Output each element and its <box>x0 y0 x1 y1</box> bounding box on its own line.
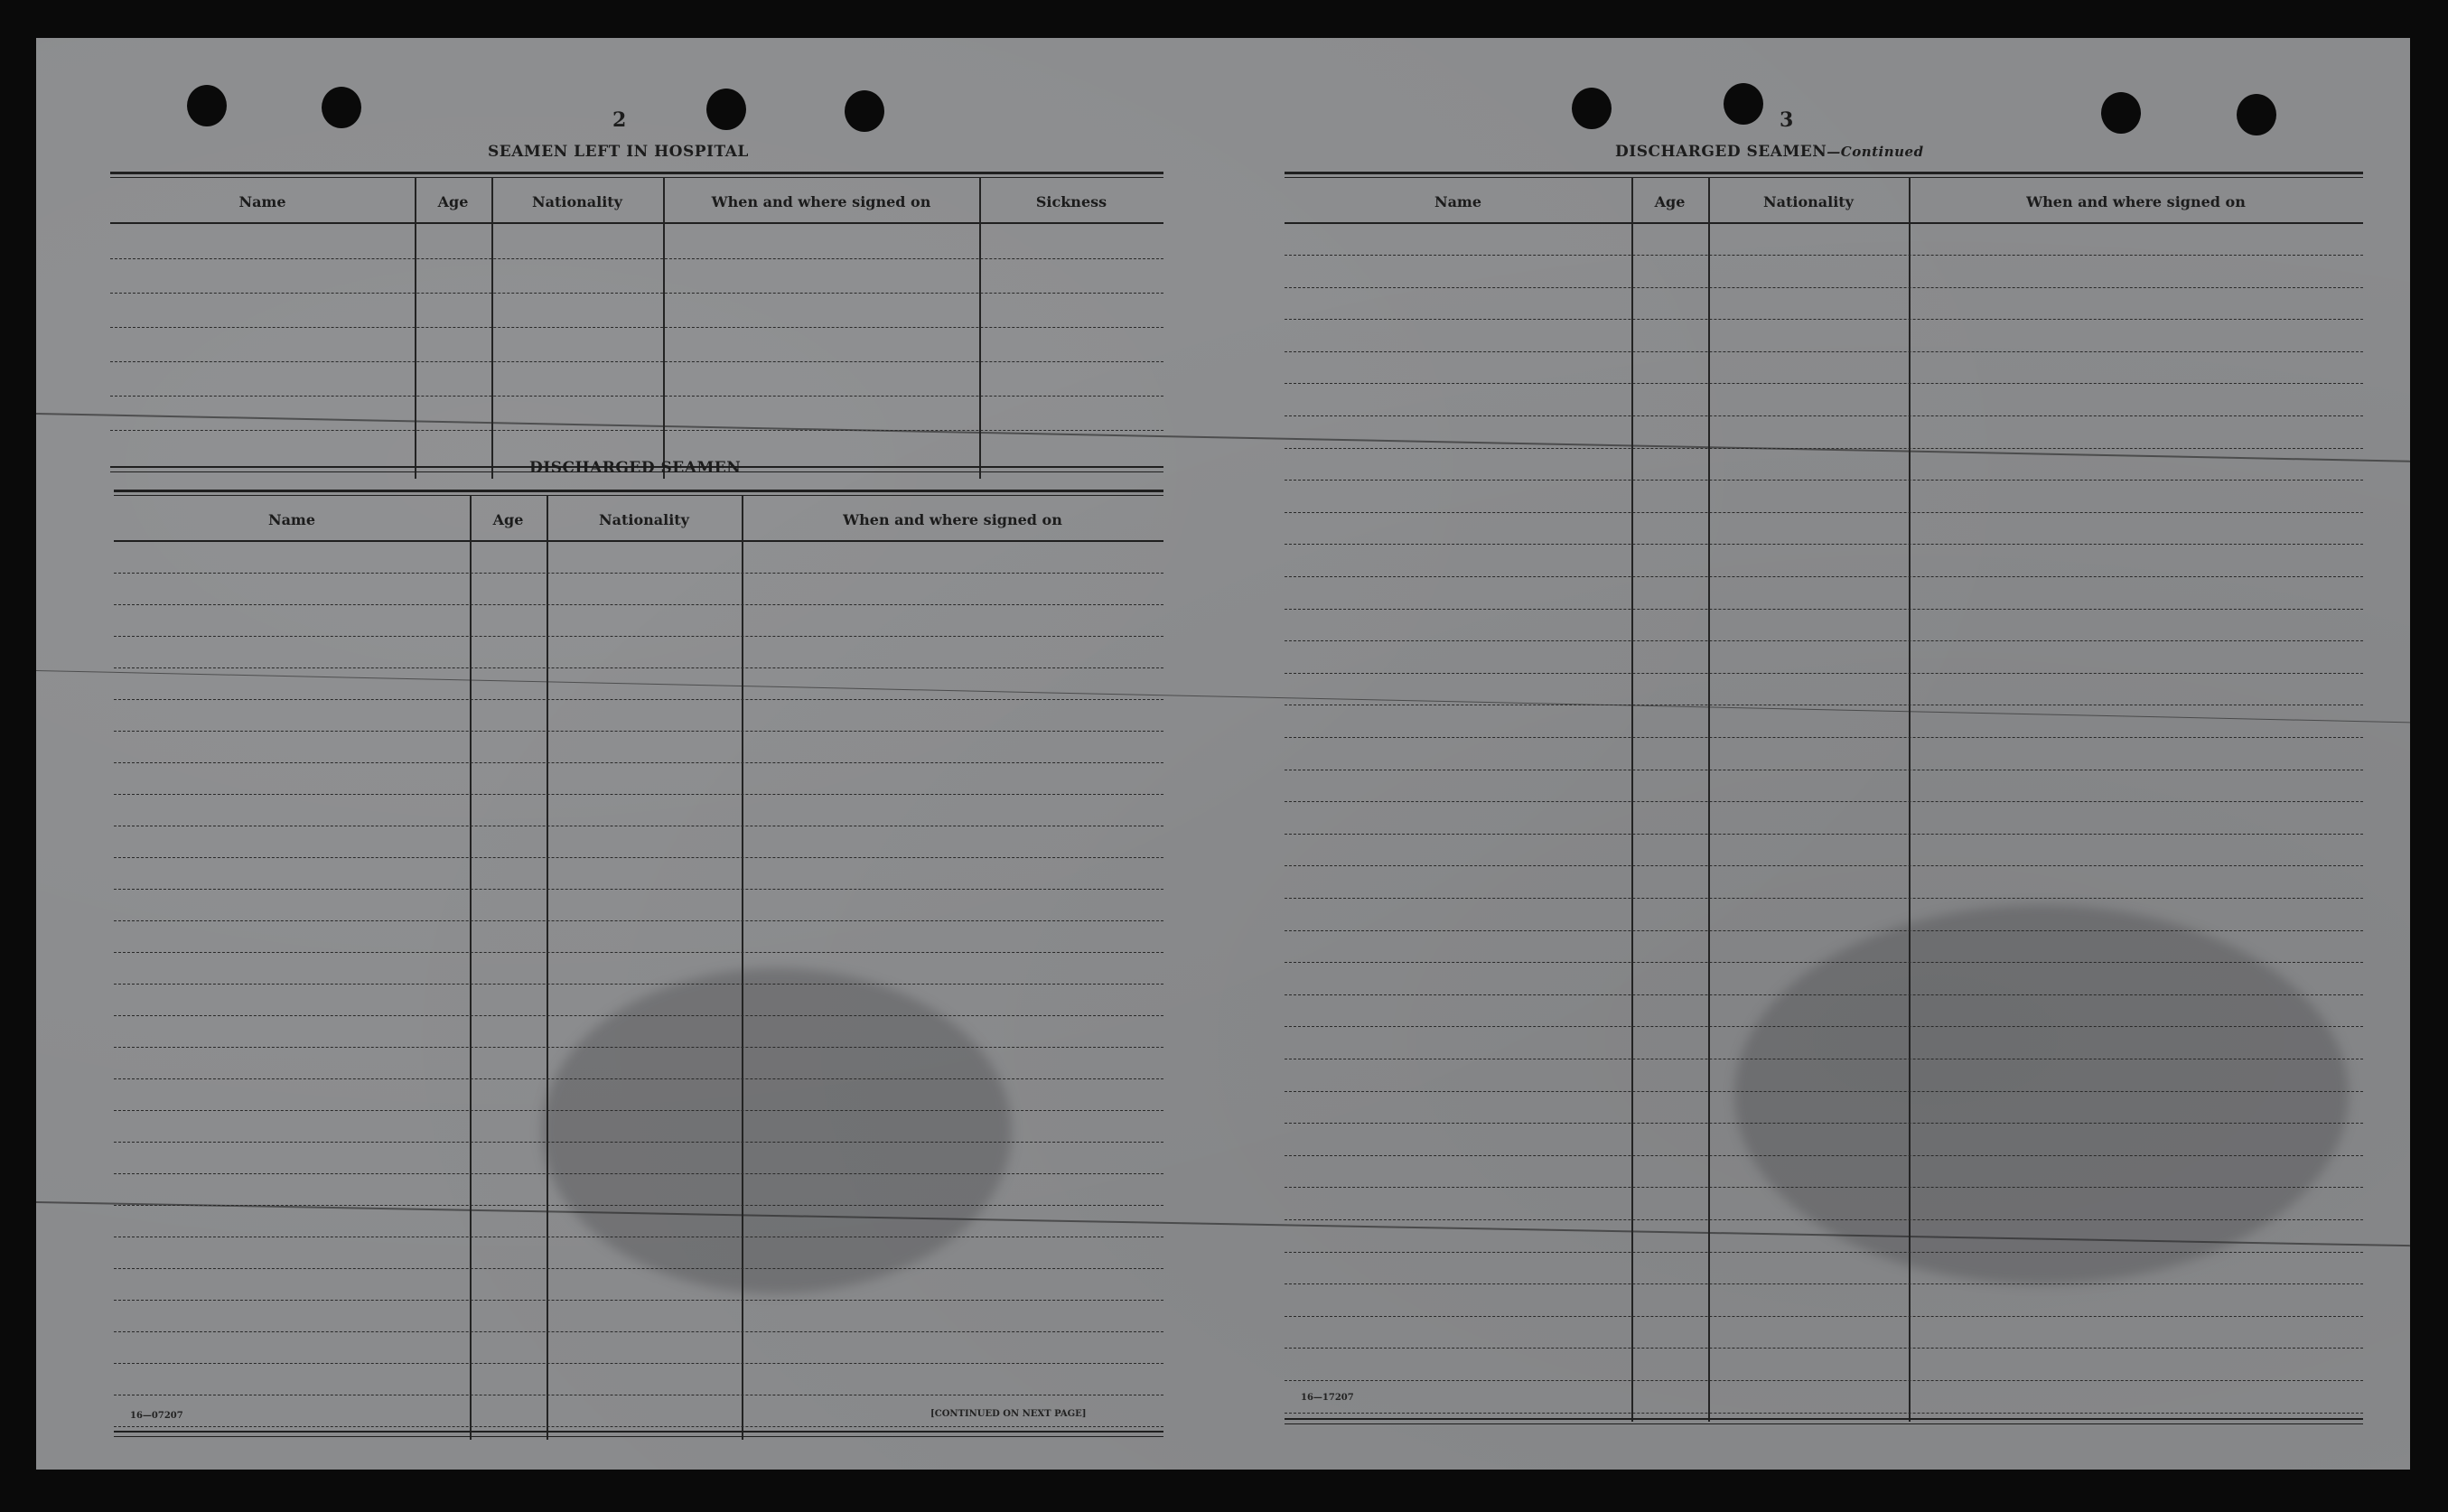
table-row <box>110 293 1163 294</box>
table-row <box>1285 1187 2363 1188</box>
table-row <box>1285 930 2363 931</box>
table-row <box>114 731 1163 732</box>
header-rule-top-thin <box>114 495 1163 496</box>
table-row <box>114 1110 1163 1111</box>
punch-hole <box>322 87 361 128</box>
scanned-sheet <box>36 38 2410 1470</box>
continued-note: [CONTINUED ON NEXT PAGE] <box>930 1409 1087 1419</box>
discharged-continued-table <box>1285 172 2363 1425</box>
hospital-table <box>110 172 1163 479</box>
punch-hole <box>706 89 746 130</box>
table-row <box>110 258 1163 259</box>
header-rule-top-thin <box>1285 177 2363 178</box>
discharged-continued-title <box>1615 143 1924 161</box>
table-row <box>114 857 1163 858</box>
table-row <box>1285 512 2363 513</box>
table-row <box>114 667 1163 668</box>
discharged-table-title: DISCHARGED SEAMEN <box>529 459 742 477</box>
table-bottom-rule-thin <box>1285 1423 2363 1424</box>
table-row <box>114 920 1163 921</box>
table-row <box>114 1205 1163 1206</box>
page-number-left: 2 <box>612 108 627 132</box>
form-number-left: 16—07207 <box>130 1411 183 1421</box>
hospital-table-title: SEAMEN LEFT IN HOSPITAL <box>488 143 749 161</box>
col-header-name: Name <box>1434 193 1482 210</box>
table-row <box>114 604 1163 605</box>
table-row <box>1285 383 2363 384</box>
table-row <box>114 1142 1163 1143</box>
punch-hole <box>2237 94 2276 135</box>
table-row <box>1285 255 2363 256</box>
col-divider <box>415 177 416 479</box>
table-row <box>1285 480 2363 481</box>
col-header-when-where: When and where signed on <box>711 193 931 210</box>
col-header-nationality: Nationality <box>599 511 689 528</box>
table-row <box>1285 1155 2363 1156</box>
table-row <box>1285 737 2363 738</box>
discharged-continued-title-suffix: —Continued <box>1827 144 1924 160</box>
table-row <box>1285 415 2363 416</box>
table-row <box>1285 287 2363 288</box>
header-rule-top-thin <box>110 177 1163 178</box>
header-rule-top <box>110 172 1163 174</box>
punch-hole <box>1572 88 1612 129</box>
table-row <box>1285 1283 2363 1284</box>
table-bottom-rule <box>1285 1418 2363 1420</box>
col-header-age: Age <box>437 193 469 210</box>
table-row <box>1285 898 2363 899</box>
col-header-nationality: Nationality <box>1763 193 1854 210</box>
table-row <box>1285 1026 2363 1027</box>
col-header-age: Age <box>1654 193 1686 210</box>
table-row <box>114 573 1163 574</box>
table-row <box>114 952 1163 953</box>
table-row <box>1285 1219 2363 1220</box>
table-row <box>114 762 1163 763</box>
table-row <box>114 1268 1163 1269</box>
header-rule-bottom <box>110 222 1163 224</box>
punch-hole <box>1724 83 1763 125</box>
col-header-sickness: Sickness <box>1035 193 1107 210</box>
table-row <box>1285 1316 2363 1317</box>
table-row <box>110 327 1163 328</box>
header-rule-bottom <box>1285 222 2363 224</box>
punch-hole <box>2101 92 2141 134</box>
col-header-age: Age <box>492 511 524 528</box>
table-row <box>1285 801 2363 802</box>
col-divider <box>663 177 665 479</box>
table-row <box>1285 962 2363 963</box>
header-rule-bottom <box>114 540 1163 542</box>
col-divider <box>1708 177 1710 1422</box>
col-header-when-where: When and where signed on <box>843 511 1062 528</box>
table-row <box>1285 640 2363 641</box>
table-row <box>1285 994 2363 995</box>
table-row <box>114 1078 1163 1079</box>
table-row <box>1285 576 2363 577</box>
table-row <box>114 1363 1163 1364</box>
table-row <box>1285 834 2363 835</box>
discharged-table <box>114 490 1163 1436</box>
table-row <box>114 984 1163 985</box>
table-row <box>114 1331 1163 1332</box>
table-row <box>1285 865 2363 866</box>
table-row <box>1285 351 2363 352</box>
table-row <box>1285 1123 2363 1124</box>
table-row <box>114 1173 1163 1174</box>
table-row <box>1285 1348 2363 1349</box>
table-row <box>1285 609 2363 610</box>
col-header-when-where: When and where signed on <box>2026 193 2246 210</box>
table-row <box>114 699 1163 700</box>
table-row <box>114 889 1163 890</box>
table-row <box>1285 1380 2363 1381</box>
table-row <box>114 1015 1163 1016</box>
table-row <box>110 430 1163 431</box>
form-number-right: 16—17207 <box>1301 1393 1354 1403</box>
table-row <box>1285 1091 2363 1092</box>
punch-hole <box>187 85 227 126</box>
punch-hole <box>845 90 884 132</box>
table-row <box>1285 319 2363 320</box>
col-header-name: Name <box>238 193 286 210</box>
col-divider <box>1909 177 1911 1422</box>
table-row <box>114 636 1163 637</box>
col-divider <box>979 177 981 479</box>
table-row <box>114 1426 1163 1427</box>
table-row <box>1285 1413 2363 1414</box>
col-divider <box>1631 177 1633 1422</box>
col-divider <box>491 177 493 479</box>
page-number-right: 3 <box>1780 108 1794 132</box>
discharged-continued-title-main: DISCHARGED SEAMEN <box>1615 143 1827 161</box>
table-bottom-rule-thin <box>114 1436 1163 1437</box>
table-row <box>1285 673 2363 674</box>
table-row <box>1285 544 2363 545</box>
table-row <box>1285 1252 2363 1253</box>
table-bottom-rule <box>114 1431 1163 1433</box>
table-row <box>110 396 1163 397</box>
header-rule-top <box>114 490 1163 492</box>
table-row <box>114 1300 1163 1301</box>
table-row <box>1285 448 2363 449</box>
col-header-nationality: Nationality <box>532 193 622 210</box>
table-row <box>114 1047 1163 1048</box>
header-rule-top <box>1285 172 2363 174</box>
col-header-name: Name <box>267 511 316 528</box>
table-row <box>114 794 1163 795</box>
table-row <box>110 361 1163 362</box>
